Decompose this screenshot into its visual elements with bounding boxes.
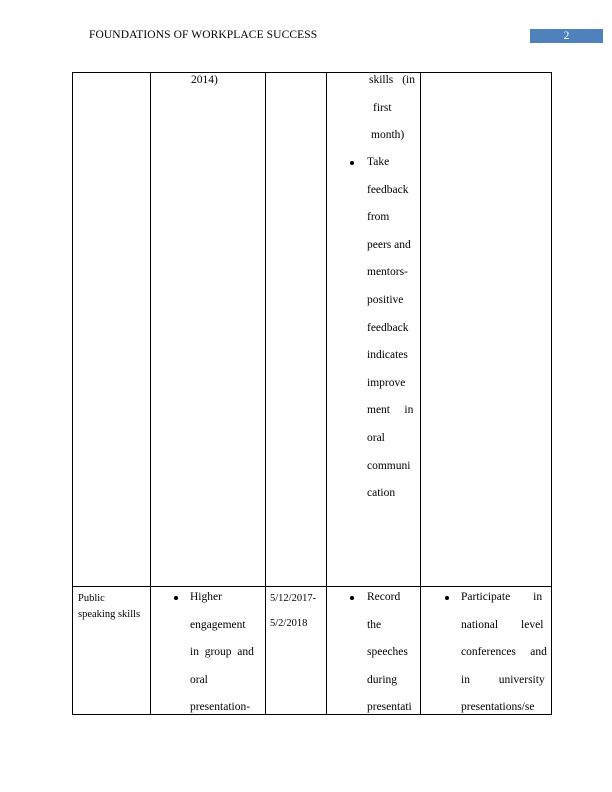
cell-line: 5/2/2018 xyxy=(270,618,308,629)
cell-line: positive xyxy=(367,293,404,306)
cell-line: national level xyxy=(461,618,544,631)
row2-action-cell xyxy=(461,584,547,722)
column-divider xyxy=(150,73,151,714)
cell-line: month) xyxy=(371,129,405,142)
bullet-icon xyxy=(174,596,178,600)
cell-line: in university xyxy=(461,673,545,686)
cell-line: oral xyxy=(367,431,385,444)
cell-line: feedback xyxy=(367,321,409,334)
cell-line: the xyxy=(367,618,382,631)
cell-line: presentation- xyxy=(190,701,251,714)
row1-col2-cell xyxy=(191,67,261,95)
running-header-title: FOUNDATIONS OF WORKPLACE SUCCESS xyxy=(89,29,318,41)
row2-method-cell xyxy=(367,584,417,722)
cell-line: skills (in xyxy=(369,74,415,86)
cell-line: in group and xyxy=(190,646,254,659)
column-divider xyxy=(326,73,327,714)
bullet-icon xyxy=(350,596,354,600)
cell-line: during xyxy=(367,673,398,686)
row2-skill-cell xyxy=(78,591,148,623)
cell-line: Participate in xyxy=(461,591,543,603)
cell-line: engagement xyxy=(190,618,246,631)
cell-line: first xyxy=(373,101,392,114)
column-divider xyxy=(420,73,421,714)
bullet-icon xyxy=(350,161,354,165)
cell-line: communi xyxy=(367,459,411,472)
row2-date-cell xyxy=(270,586,325,636)
cell-line: mentors- xyxy=(367,266,408,279)
page-number: 2 xyxy=(530,29,603,43)
cell-line: Record xyxy=(367,591,401,603)
row2-goal-cell xyxy=(190,584,260,722)
cell-line: 2014) xyxy=(191,74,218,86)
cell-line: cation xyxy=(367,487,396,500)
row1-col4-bullet-cell xyxy=(367,149,415,508)
cell-line: presentati xyxy=(367,701,412,714)
cell-line: ment in xyxy=(367,404,414,417)
cell-line: speeches xyxy=(367,646,408,659)
cell-line: 5/12/2017- xyxy=(270,593,317,604)
cell-line: Take xyxy=(367,156,390,168)
column-divider xyxy=(265,73,266,714)
bullet-icon xyxy=(445,596,449,600)
cell-line: presentations/se xyxy=(461,701,535,714)
row1-col4-cell xyxy=(369,67,415,150)
cell-line: Public xyxy=(78,593,105,604)
cell-line: feedback xyxy=(367,183,409,196)
cell-line: Higher xyxy=(190,591,222,603)
cell-line: indicates xyxy=(367,349,408,362)
cell-line: speaking skills xyxy=(78,609,141,620)
cell-line: peers and xyxy=(367,238,411,251)
cell-line: from xyxy=(367,211,390,224)
cell-line: improve xyxy=(367,376,406,389)
cell-line: conferences and xyxy=(461,646,547,659)
cell-line: oral xyxy=(190,673,208,686)
development-plan-table xyxy=(72,72,552,715)
